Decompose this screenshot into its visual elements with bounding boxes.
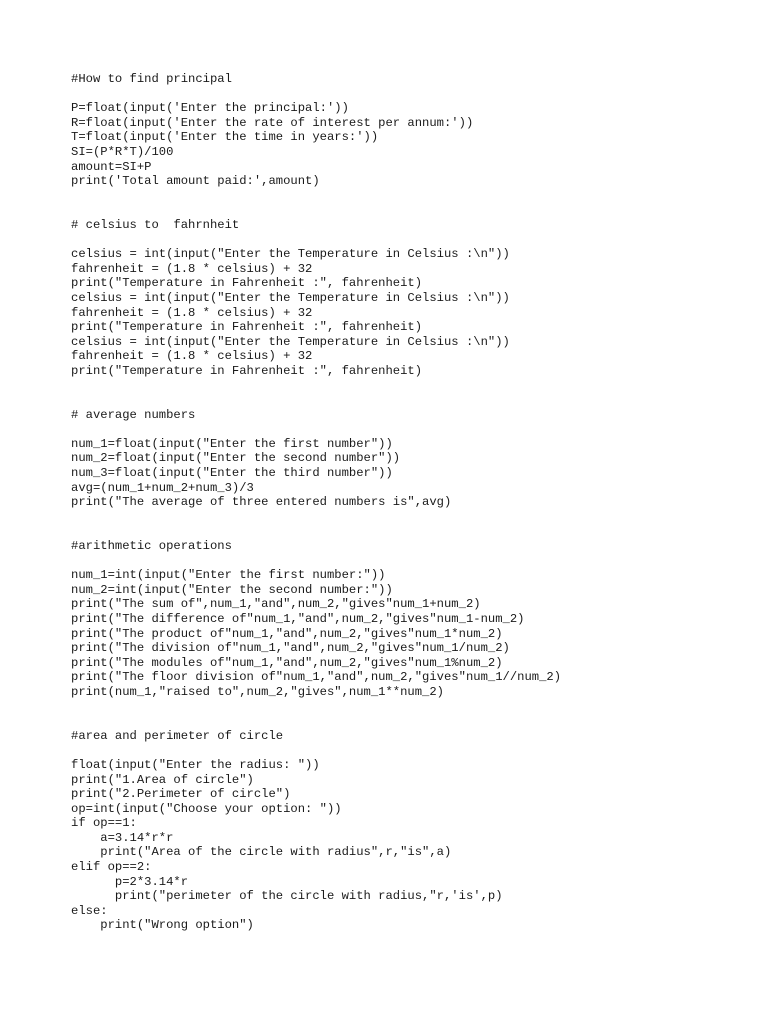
code-line: else: xyxy=(71,903,108,918)
code-line: SI=(P*R*T)/100 xyxy=(71,144,174,159)
code-line xyxy=(71,422,751,437)
code-line: celsius = int(input("Enter the Temperature in Celsius :\n")) xyxy=(71,290,510,305)
code-line xyxy=(71,393,751,408)
code-line: #arithmetic operations xyxy=(71,539,232,553)
code-line: fahrenheit = (1.8 * celsius) + 32 xyxy=(71,349,313,364)
code-line: if op==1: xyxy=(71,816,137,831)
code-line xyxy=(71,554,751,569)
code-line: print("Wrong option") xyxy=(71,918,254,933)
code-line: amount=SI+P xyxy=(71,159,152,174)
code-line: print("Area of the circle with radius",r,"is",a) xyxy=(71,845,452,860)
code-line: print("2.Perimeter of circle") xyxy=(71,787,291,802)
code-line: #How to find principal xyxy=(71,72,232,86)
code-line: print("perimeter of the circle with radius,"r,'is',p) xyxy=(71,889,503,904)
code-line: num_2=float(input("Enter the second number")) xyxy=(71,451,401,466)
code-line: print('Total amount paid:',amount) xyxy=(71,174,320,189)
code-line xyxy=(71,233,751,248)
code-line: fahrenheit = (1.8 * celsius) + 32 xyxy=(71,261,313,276)
code-line: print("The sum of",num_1,"and",num_2,"gives"num_1+num_2) xyxy=(71,597,481,612)
code-line: num_3=float(input("Enter the third number")) xyxy=(71,466,393,481)
code-line xyxy=(71,189,751,204)
code-line xyxy=(71,203,751,218)
code-line: print("The average of three entered numbers is",avg) xyxy=(71,495,452,510)
code-line: fahrenheit = (1.8 * celsius) + 32 xyxy=(71,305,313,320)
code-line: print("Temperature in Fahrenheit :", fahrenheit) xyxy=(71,320,423,335)
code-line xyxy=(71,524,751,539)
code-line: elif op==2: xyxy=(71,860,152,875)
code-line: #area and perimeter of circle xyxy=(71,728,284,743)
code-line: print("Temperature in Fahrenheit :", fahrenheit) xyxy=(71,276,423,291)
code-line: print("1.Area of circle") xyxy=(71,772,254,787)
code-line: celsius = int(input("Enter the Temperature in Celsius :\n")) xyxy=(71,334,510,349)
code-line: # celsius to fahrnheit xyxy=(71,217,240,232)
code-line xyxy=(71,714,751,729)
code-line: P=float(input('Enter the principal:')) xyxy=(71,101,349,116)
code-document xyxy=(71,72,751,933)
code-line: celsius = int(input("Enter the Temperature in Celsius :\n")) xyxy=(71,247,510,262)
code-line: print("The division of"num_1,"and",num_2,"gives"num_1/num_2) xyxy=(71,641,510,656)
code-line: R=float(input('Enter the rate of interest per annum:')) xyxy=(71,115,474,130)
code-line xyxy=(71,743,751,758)
code-line xyxy=(71,87,751,102)
code-line: p=2*3.14*r xyxy=(71,874,189,889)
code-line: print("The difference of"num_1,"and",num_2,"gives"num_1-num_2) xyxy=(71,611,525,626)
code-line: a=3.14*r*r xyxy=(71,830,174,845)
code-line: avg=(num_1+num_2+num_3)/3 xyxy=(71,480,254,495)
code-line: print("Temperature in Fahrenheit :", fahrenheit) xyxy=(71,363,423,378)
code-line: op=int(input("Choose your option: ")) xyxy=(71,801,342,816)
code-line: float(input("Enter the radius: ")) xyxy=(71,757,320,772)
code-line: num_1=int(input("Enter the first number:")) xyxy=(71,568,386,583)
code-line: T=float(input('Enter the time in years:')) xyxy=(71,130,379,145)
code-line: num_2=int(input("Enter the second number:")) xyxy=(71,582,393,597)
code-line: print("The modules of"num_1,"and",num_2,"gives"num_1%num_2) xyxy=(71,655,503,670)
code-line: print("The floor division of"num_1,"and",num_2,"gives"num_1//num_2) xyxy=(71,670,562,685)
code-line: num_1=float(input("Enter the first number")) xyxy=(71,436,393,451)
code-line xyxy=(71,700,751,715)
code-line: print("The product of"num_1,"and",num_2,"gives"num_1*num_2) xyxy=(71,626,503,641)
code-line: # average numbers xyxy=(71,407,196,422)
code-line: print(num_1,"raised to",num_2,"gives",num_1**num_2) xyxy=(71,684,444,699)
code-line xyxy=(71,378,751,393)
code-line xyxy=(71,510,751,525)
